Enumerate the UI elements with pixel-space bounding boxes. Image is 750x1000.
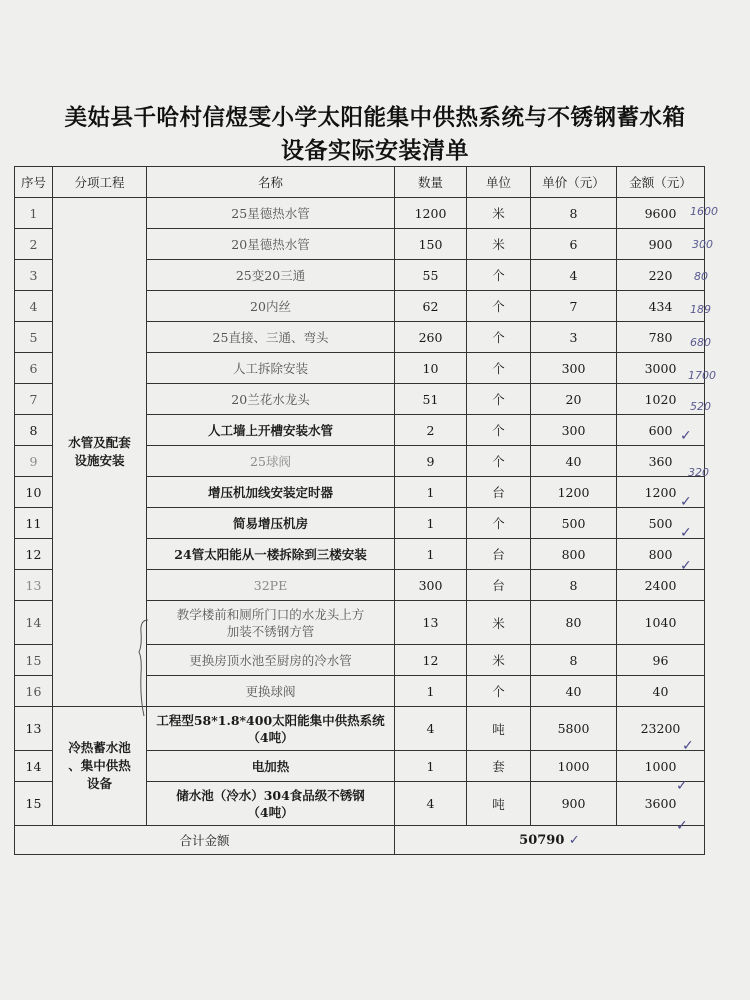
cell-amount: 500 xyxy=(617,508,705,539)
cell-seq: 15 xyxy=(15,782,53,826)
cell-price: 40 xyxy=(531,446,617,477)
document-title: 美姑县千哈村信煜雯小学太阳能集中供热系统与不锈钢蓄水箱 xyxy=(64,105,686,131)
category-label: 、集中供热 xyxy=(68,758,131,773)
cell-amount: 900 xyxy=(617,229,705,260)
cell-name-line: 工程型58*1.8*400太阳能集中供热系统 xyxy=(156,712,385,728)
check-mark-icon: ✓ xyxy=(680,428,692,444)
cell-seq: 13 xyxy=(15,570,53,601)
cell-amount: 1000 xyxy=(617,751,705,782)
cell-qty: 1 xyxy=(395,751,467,782)
cell-amount: 780 xyxy=(617,322,705,353)
cell-price: 7 xyxy=(531,291,617,322)
cell-price: 8 xyxy=(531,570,617,601)
cell-price: 3 xyxy=(531,322,617,353)
cell-amount: 220 xyxy=(617,260,705,291)
cell-unit: 套 xyxy=(467,751,531,782)
cell-amount: 1020 xyxy=(617,384,705,415)
cell-name-line: 教学楼前和厕所门口的水龙头上方 xyxy=(176,606,365,622)
handwritten-note: 520 xyxy=(690,400,711,413)
cell-amount: 23200 xyxy=(617,707,705,751)
cell-name xyxy=(147,707,395,751)
cell-unit: 米 xyxy=(467,229,531,260)
cell-price: 80 xyxy=(531,601,617,645)
cell-qty: 9 xyxy=(395,446,467,477)
cell-unit: 米 xyxy=(467,645,531,676)
header-price: 单价（元） xyxy=(531,167,617,198)
header-unit: 单位 xyxy=(467,167,531,198)
cell-unit: 个 xyxy=(467,446,531,477)
cell-seq: 7 xyxy=(15,384,53,415)
cell-name xyxy=(147,782,395,826)
cell-amount: 1200 xyxy=(617,477,705,508)
cell-seq: 5 xyxy=(15,322,53,353)
cell-price: 20 xyxy=(531,384,617,415)
handwritten-note: 300 xyxy=(692,238,713,251)
cell-qty: 300 xyxy=(395,570,467,601)
cell-amount: 800 xyxy=(617,539,705,570)
cell-price: 40 xyxy=(531,676,617,707)
cell-unit: 台 xyxy=(467,477,531,508)
bracket-mark-icon xyxy=(136,618,150,718)
cell-qty: 4 xyxy=(395,782,467,826)
cell-name: 更换球阀 xyxy=(147,676,395,707)
cell-name: 20星德热水管 xyxy=(147,229,395,260)
category-cell-pipes xyxy=(53,198,147,707)
cell-amount: 600 xyxy=(617,415,705,446)
cell-name-line: 储水池（冷水）304食品级不锈钢 xyxy=(176,787,365,803)
cell-name: 20兰花水龙头 xyxy=(147,384,395,415)
cell-qty: 1200 xyxy=(395,198,467,229)
cell-price: 900 xyxy=(531,782,617,826)
check-mark-icon: ✓ xyxy=(680,525,692,541)
cell-price: 4 xyxy=(531,260,617,291)
cell-name: 25变20三通 xyxy=(147,260,395,291)
cell-seq: 13 xyxy=(15,707,53,751)
cell-name-line: （4吨） xyxy=(247,729,294,745)
cell-unit: 台 xyxy=(467,539,531,570)
cell-qty: 150 xyxy=(395,229,467,260)
check-mark-icon: ✓ xyxy=(680,558,692,574)
category-cell-heating xyxy=(53,707,147,826)
cell-qty: 4 xyxy=(395,707,467,751)
table-header-row xyxy=(15,167,705,198)
cell-amount: 3600 xyxy=(617,782,705,826)
cell-qty: 1 xyxy=(395,508,467,539)
handwritten-note: 80 xyxy=(694,270,708,283)
handwritten-note: 680 xyxy=(690,336,711,349)
category-label: 设施安装 xyxy=(74,453,125,468)
cell-seq: 15 xyxy=(15,645,53,676)
cell-qty: 1 xyxy=(395,539,467,570)
cell-price: 8 xyxy=(531,198,617,229)
header-category: 分项工程 xyxy=(53,167,147,198)
cell-amount: 9600 xyxy=(617,198,705,229)
handwritten-note: 1600 xyxy=(690,205,718,218)
cell-unit: 个 xyxy=(467,260,531,291)
cell-name: 25星德热水管 xyxy=(147,198,395,229)
table-row xyxy=(15,707,705,751)
cell-name xyxy=(147,601,395,645)
cell-unit: 个 xyxy=(467,322,531,353)
cell-name-line: （4吨） xyxy=(247,804,294,820)
cell-name: 简易增压机房 xyxy=(147,508,395,539)
check-mark-icon: ✓ xyxy=(682,738,694,754)
category-label: 水管及配套 xyxy=(68,435,131,450)
cell-price: 5800 xyxy=(531,707,617,751)
cell-name: 24管太阳能从一楼拆除到三楼安装 xyxy=(147,539,395,570)
cell-price: 300 xyxy=(531,415,617,446)
cell-qty: 62 xyxy=(395,291,467,322)
cell-seq: 9 xyxy=(15,446,53,477)
cell-price: 500 xyxy=(531,508,617,539)
cell-unit: 个 xyxy=(467,291,531,322)
cell-name: 人工拆除安装 xyxy=(147,353,395,384)
cell-price: 1000 xyxy=(531,751,617,782)
cell-unit: 台 xyxy=(467,570,531,601)
total-row xyxy=(15,826,705,855)
cell-qty: 13 xyxy=(395,601,467,645)
cell-seq: 6 xyxy=(15,353,53,384)
cell-price: 800 xyxy=(531,539,617,570)
cell-unit: 吨 xyxy=(467,782,531,826)
total-value-cell xyxy=(395,826,705,855)
document-subtitle: 设备实际安装清单 xyxy=(281,137,469,164)
cell-amount: 2400 xyxy=(617,570,705,601)
cell-name: 增压机加线安装定时器 xyxy=(147,477,395,508)
cell-seq: 3 xyxy=(15,260,53,291)
cell-qty: 260 xyxy=(395,322,467,353)
cell-qty: 1 xyxy=(395,477,467,508)
header-amount: 金额（元） xyxy=(617,167,705,198)
cell-name: 电加热 xyxy=(147,751,395,782)
cell-price: 300 xyxy=(531,353,617,384)
category-label: 设备 xyxy=(86,776,112,791)
check-mark-icon: ✓ xyxy=(680,494,692,510)
cell-seq: 10 xyxy=(15,477,53,508)
cell-qty: 2 xyxy=(395,415,467,446)
cell-amount: 40 xyxy=(617,676,705,707)
header-name: 名称 xyxy=(147,167,395,198)
cell-name: 25直接、三通、弯头 xyxy=(147,322,395,353)
check-mark-icon: ✓ xyxy=(676,778,688,794)
cell-seq: 11 xyxy=(15,508,53,539)
cell-unit: 个 xyxy=(467,415,531,446)
cell-amount: 1040 xyxy=(617,601,705,645)
cell-name: 32PE xyxy=(147,570,395,601)
category-label: 冷热蓄水池 xyxy=(68,740,131,755)
handwritten-note: 189 xyxy=(690,303,711,316)
cell-seq: 4 xyxy=(15,291,53,322)
check-mark-icon: ✓ xyxy=(676,818,688,834)
total-label: 合计金额 xyxy=(15,826,395,855)
handwritten-note: 320 xyxy=(688,466,709,479)
cell-qty: 10 xyxy=(395,353,467,384)
check-mark-icon: ✓ xyxy=(568,832,580,848)
table-row xyxy=(15,198,705,229)
total-value: 50790 xyxy=(519,832,565,848)
cell-price: 6 xyxy=(531,229,617,260)
cell-amount: 96 xyxy=(617,645,705,676)
cell-amount: 3000 xyxy=(617,353,705,384)
cell-name-line: 加装不锈钢方管 xyxy=(226,623,315,639)
cell-name: 20内丝 xyxy=(147,291,395,322)
cell-seq: 2 xyxy=(15,229,53,260)
header-seq: 序号 xyxy=(15,167,53,198)
cell-seq: 12 xyxy=(15,539,53,570)
cell-unit: 个 xyxy=(467,676,531,707)
cell-unit: 个 xyxy=(467,353,531,384)
cell-price: 8 xyxy=(531,645,617,676)
cell-amount: 434 xyxy=(617,291,705,322)
cell-unit: 个 xyxy=(467,384,531,415)
handwritten-note: 1700 xyxy=(688,369,716,382)
cell-seq: 14 xyxy=(15,751,53,782)
cell-unit: 米 xyxy=(467,198,531,229)
cell-seq: 1 xyxy=(15,198,53,229)
cell-qty: 51 xyxy=(395,384,467,415)
cell-qty: 55 xyxy=(395,260,467,291)
cell-name: 更换房顶水池至厨房的冷水管 xyxy=(147,645,395,676)
cell-qty: 12 xyxy=(395,645,467,676)
header-qty: 数量 xyxy=(395,167,467,198)
cell-price: 1200 xyxy=(531,477,617,508)
cell-seq: 8 xyxy=(15,415,53,446)
cell-unit: 吨 xyxy=(467,707,531,751)
cell-name: 人工墙上开槽安装水管 xyxy=(147,415,395,446)
cell-seq: 14 xyxy=(15,601,53,645)
equipment-table xyxy=(14,166,705,855)
cell-qty: 1 xyxy=(395,676,467,707)
cell-seq: 16 xyxy=(15,676,53,707)
cell-unit: 米 xyxy=(467,601,531,645)
cell-amount: 360 xyxy=(617,446,705,477)
cell-name: 25球阀 xyxy=(147,446,395,477)
cell-unit: 个 xyxy=(467,508,531,539)
